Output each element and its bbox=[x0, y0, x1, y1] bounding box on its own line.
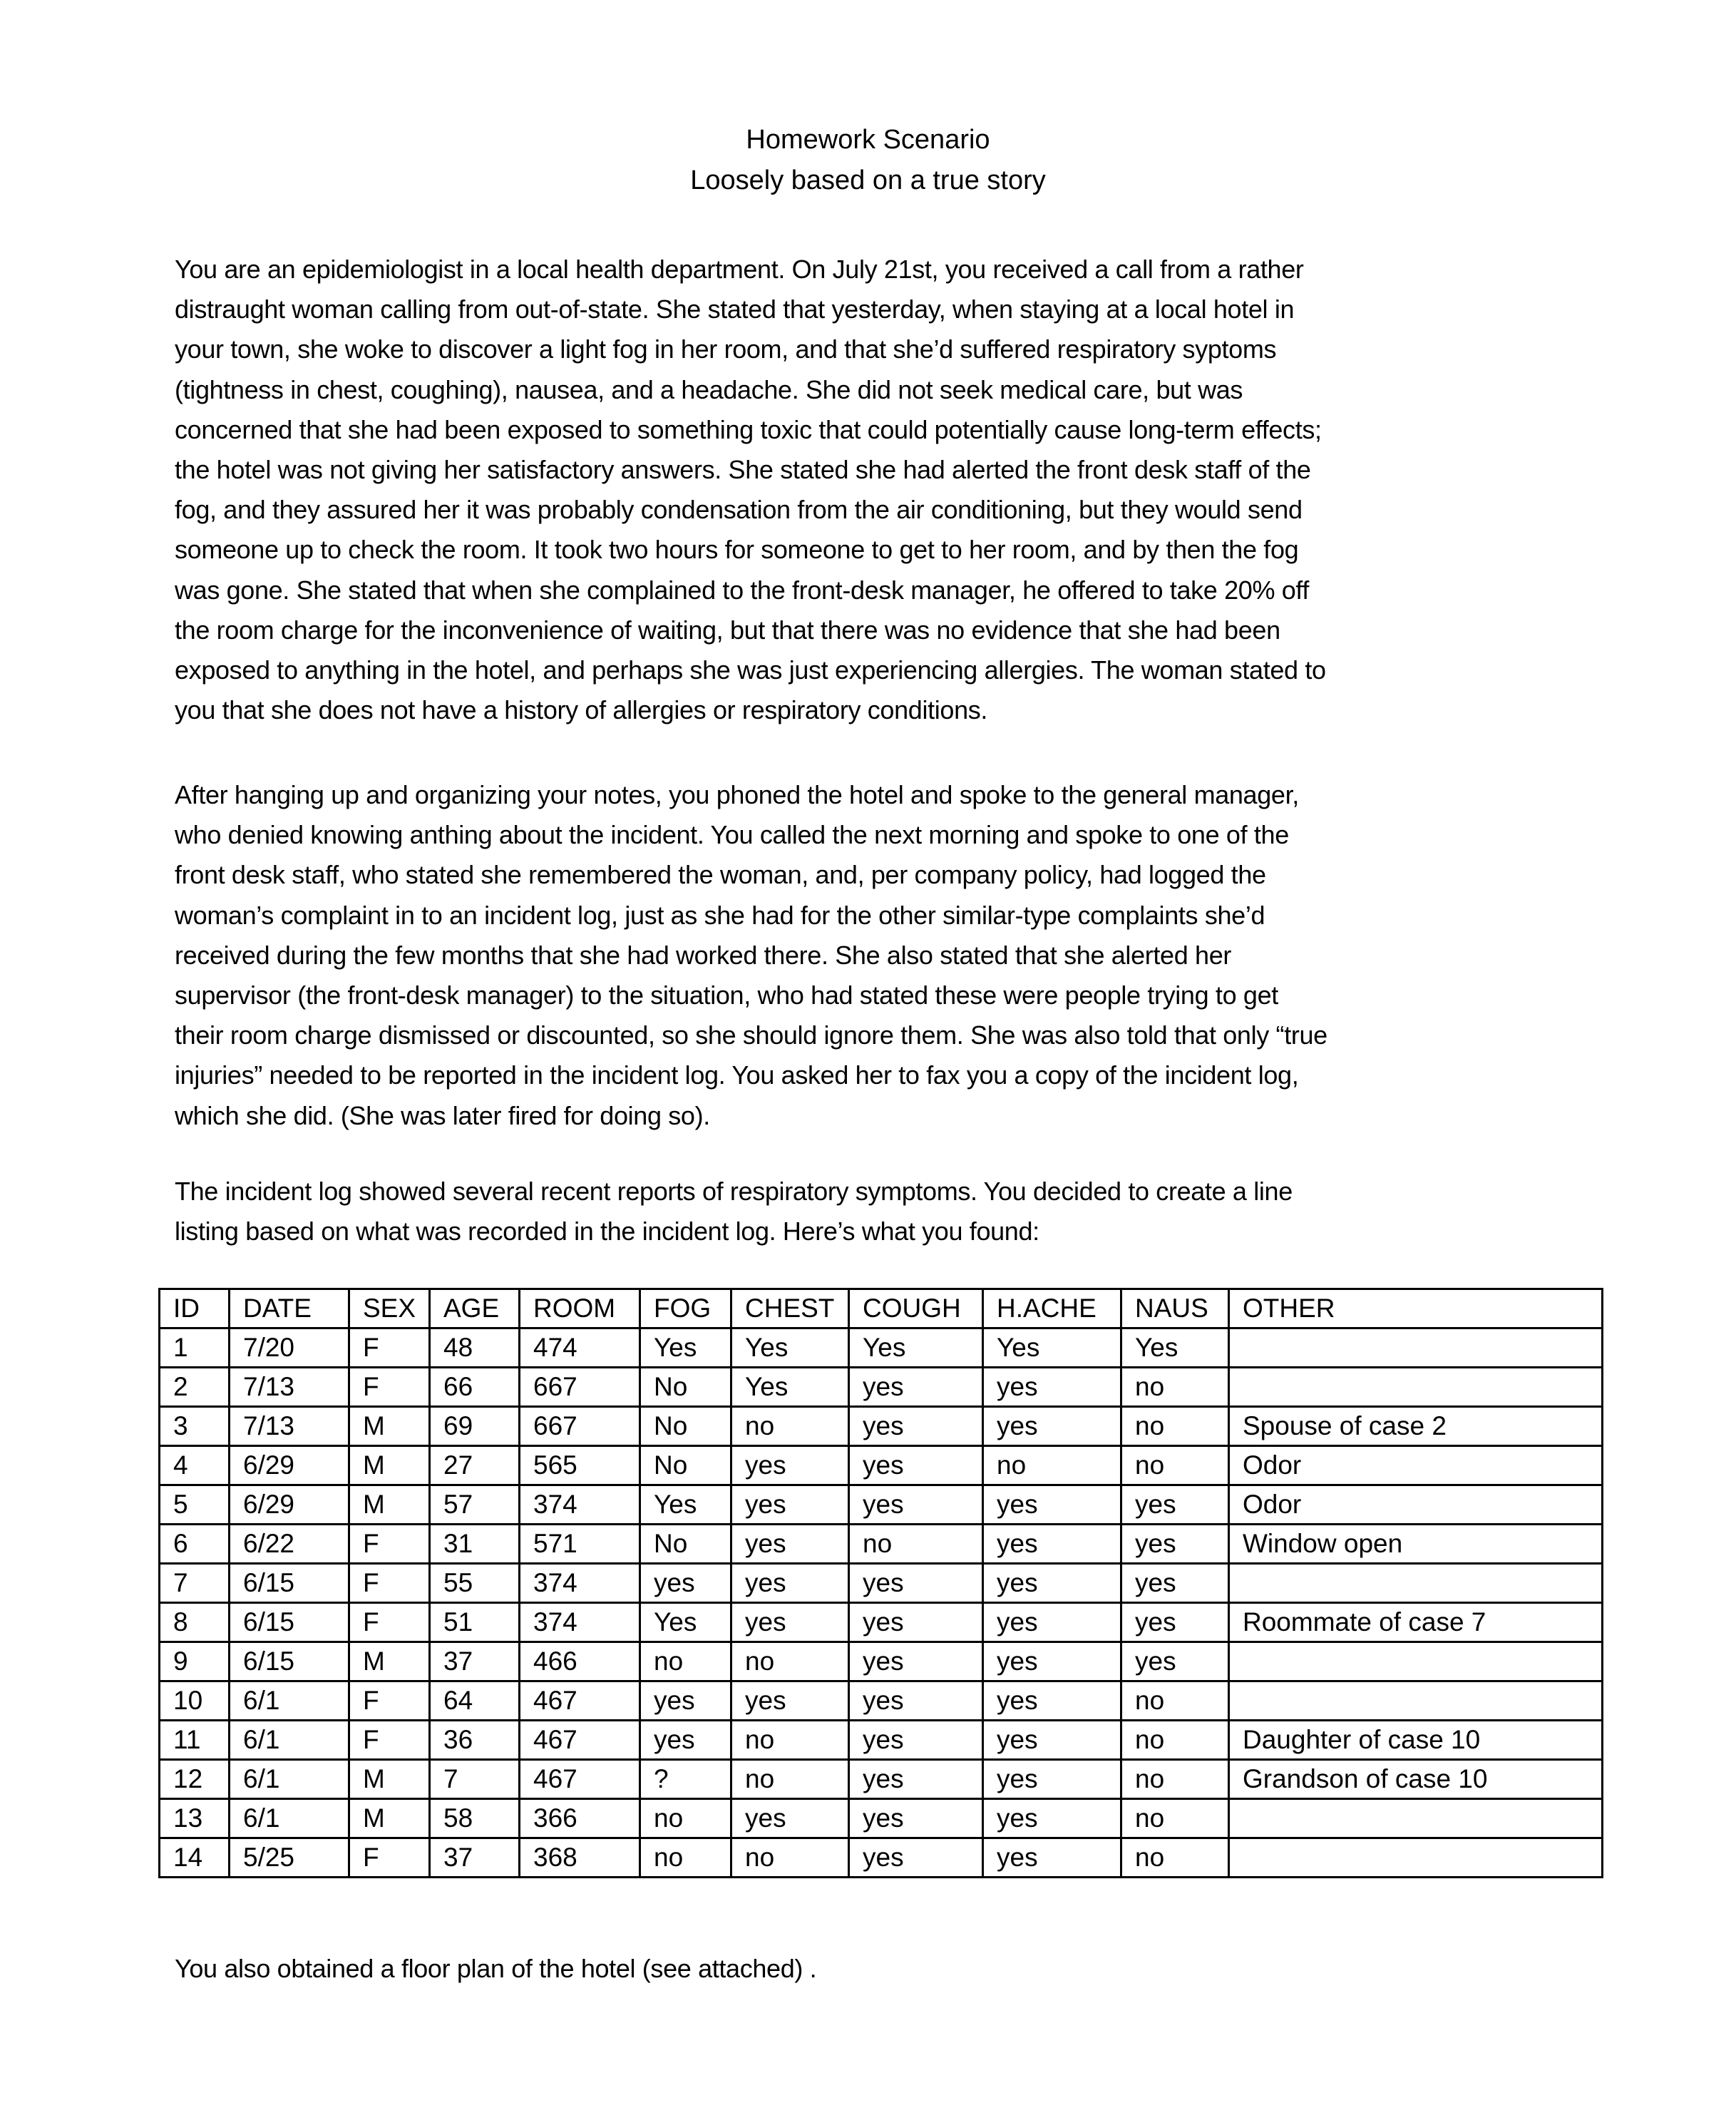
table-row bbox=[160, 1485, 1603, 1525]
cell-other bbox=[1229, 1681, 1603, 1721]
cell-sex: F bbox=[349, 1368, 430, 1407]
cell-headache: yes bbox=[983, 1368, 1121, 1407]
cell-chest: no bbox=[731, 1760, 849, 1799]
text-line: injuries” needed to be reported in the incident log. You asked her to fax you a copy of the incident log, bbox=[175, 1060, 1299, 1090]
cell-age: 36 bbox=[430, 1721, 520, 1760]
table-row bbox=[160, 1642, 1603, 1681]
incident-line-listing-table bbox=[158, 1288, 1603, 1878]
cell-id: 10 bbox=[160, 1681, 230, 1721]
cell-fog: no bbox=[640, 1642, 731, 1681]
cell-cough: yes bbox=[849, 1485, 983, 1525]
cell-cough: yes bbox=[849, 1603, 983, 1642]
table-row bbox=[160, 1564, 1603, 1603]
cell-other bbox=[1229, 1328, 1603, 1368]
column-header-headache: H.ACHE bbox=[983, 1289, 1121, 1328]
cell-nausea: no bbox=[1121, 1407, 1229, 1446]
text-line: woman’s complaint in to an incident log, just as she had for the other similar-type complaints she’d bbox=[175, 900, 1265, 930]
cell-id: 11 bbox=[160, 1721, 230, 1760]
column-header-cough: COUGH bbox=[849, 1289, 983, 1328]
cell-chest: no bbox=[731, 1407, 849, 1446]
cell-id: 6 bbox=[160, 1525, 230, 1564]
column-header-id: ID bbox=[160, 1289, 230, 1328]
cell-chest: no bbox=[731, 1838, 849, 1878]
text-line: distraught woman calling from out-of-state. She stated that yesterday, when staying at a local hotel in bbox=[175, 295, 1295, 324]
cell-date: 6/1 bbox=[230, 1760, 349, 1799]
cell-headache: yes bbox=[983, 1760, 1121, 1799]
text-line: your town, she woke to discover a light fog in her room, and that she’d suffered respiratory syptoms bbox=[175, 334, 1277, 364]
cell-sex: F bbox=[349, 1838, 430, 1878]
text-line: listing based on what was recorded in the incident log. Here’s what you found: bbox=[175, 1217, 1039, 1246]
cell-nausea: yes bbox=[1121, 1564, 1229, 1603]
cell-date: 6/1 bbox=[230, 1799, 349, 1838]
cell-date: 6/1 bbox=[230, 1721, 349, 1760]
cell-headache: yes bbox=[983, 1838, 1121, 1878]
cell-chest: Yes bbox=[731, 1368, 849, 1407]
cell-headache: yes bbox=[983, 1799, 1121, 1838]
paragraph-phone-call bbox=[175, 250, 1601, 730]
cell-nausea: yes bbox=[1121, 1642, 1229, 1681]
cell-headache: Yes bbox=[983, 1328, 1121, 1368]
cell-chest: yes bbox=[731, 1799, 849, 1838]
cell-headache: yes bbox=[983, 1564, 1121, 1603]
text-line: exposed to anything in the hotel, and perhaps she was just experiencing allergies. The woman stated to bbox=[175, 655, 1326, 685]
cell-sex: F bbox=[349, 1681, 430, 1721]
cell-headache: yes bbox=[983, 1603, 1121, 1642]
cell-cough: yes bbox=[849, 1681, 983, 1721]
table-row bbox=[160, 1446, 1603, 1485]
cell-room: 667 bbox=[520, 1368, 640, 1407]
text-line: which she did. (She was later fired for doing so). bbox=[175, 1100, 710, 1130]
cell-fog: yes bbox=[640, 1681, 731, 1721]
cell-other: Odor bbox=[1229, 1485, 1603, 1525]
cell-nausea: no bbox=[1121, 1368, 1229, 1407]
cell-fog: No bbox=[640, 1407, 731, 1446]
cell-nausea: no bbox=[1121, 1799, 1229, 1838]
cell-sex: M bbox=[349, 1407, 430, 1446]
cell-headache: yes bbox=[983, 1525, 1121, 1564]
text-line: the room charge for the inconvenience of waiting, but that there was no evidence that she had been bbox=[175, 615, 1280, 645]
cell-headache: yes bbox=[983, 1485, 1121, 1525]
cell-cough: yes bbox=[849, 1760, 983, 1799]
cell-cough: yes bbox=[849, 1564, 983, 1603]
cell-other: Spouse of case 2 bbox=[1229, 1407, 1603, 1446]
cell-fog: no bbox=[640, 1838, 731, 1878]
cell-age: 69 bbox=[430, 1407, 520, 1446]
table-row bbox=[160, 1838, 1603, 1878]
cell-chest: yes bbox=[731, 1485, 849, 1525]
text-line: After hanging up and organizing your notes, you phoned the hotel and spoke to the general manager, bbox=[175, 780, 1299, 809]
cell-date: 6/15 bbox=[230, 1603, 349, 1642]
cell-room: 368 bbox=[520, 1838, 640, 1878]
column-header-other: OTHER bbox=[1229, 1289, 1603, 1328]
cell-cough: yes bbox=[849, 1838, 983, 1878]
column-header-sex: SEX bbox=[349, 1289, 430, 1328]
cell-fog: No bbox=[640, 1368, 731, 1407]
cell-id: 5 bbox=[160, 1485, 230, 1525]
table-row bbox=[160, 1328, 1603, 1368]
text-line: you that she does not have a history of allergies or respiratory conditions. bbox=[175, 695, 988, 725]
cell-chest: yes bbox=[731, 1446, 849, 1485]
cell-age: 37 bbox=[430, 1838, 520, 1878]
cell-age: 58 bbox=[430, 1799, 520, 1838]
cell-headache: no bbox=[983, 1446, 1121, 1485]
cell-cough: Yes bbox=[849, 1328, 983, 1368]
text-line: was gone. She stated that when she complained to the front-desk manager, he offered to take 20% off bbox=[175, 575, 1310, 605]
cell-nausea: no bbox=[1121, 1838, 1229, 1878]
cell-id: 1 bbox=[160, 1328, 230, 1368]
text-line: (tightness in chest, coughing), nausea, and a headache. She did not seek medical care, but was bbox=[175, 374, 1243, 404]
cell-age: 7 bbox=[430, 1760, 520, 1799]
cell-cough: no bbox=[849, 1525, 983, 1564]
cell-age: 66 bbox=[430, 1368, 520, 1407]
paragraph-hotel-followup bbox=[175, 775, 1601, 1136]
text-line: received during the few months that she had worked there. She also stated that she alerted her bbox=[175, 940, 1232, 970]
cell-nausea: no bbox=[1121, 1721, 1229, 1760]
cell-nausea: no bbox=[1121, 1681, 1229, 1721]
cell-date: 7/20 bbox=[230, 1328, 349, 1368]
table-row bbox=[160, 1681, 1603, 1721]
cell-room: 467 bbox=[520, 1721, 640, 1760]
cell-room: 467 bbox=[520, 1760, 640, 1799]
cell-nausea: yes bbox=[1121, 1485, 1229, 1525]
cell-fog: yes bbox=[640, 1564, 731, 1603]
cell-id: 3 bbox=[160, 1407, 230, 1446]
document-title: Homework Scenario bbox=[746, 125, 990, 155]
cell-age: 27 bbox=[430, 1446, 520, 1485]
cell-cough: yes bbox=[849, 1799, 983, 1838]
cell-age: 48 bbox=[430, 1328, 520, 1368]
closing-note: You also obtained a floor plan of the hotel (see attached) . bbox=[175, 1954, 817, 1983]
cell-cough: yes bbox=[849, 1407, 983, 1446]
text-line: their room charge dismissed or discounted, so she should ignore them. She was also told that only “true bbox=[175, 1020, 1327, 1050]
cell-other: Window open bbox=[1229, 1525, 1603, 1564]
cell-other: Roommate of case 7 bbox=[1229, 1603, 1603, 1642]
cell-headache: yes bbox=[983, 1721, 1121, 1760]
cell-date: 6/22 bbox=[230, 1525, 349, 1564]
cell-chest: no bbox=[731, 1721, 849, 1760]
cell-chest: yes bbox=[731, 1681, 849, 1721]
column-header-age: AGE bbox=[430, 1289, 520, 1328]
table-body bbox=[160, 1289, 1603, 1878]
cell-chest: Yes bbox=[731, 1328, 849, 1368]
cell-date: 6/15 bbox=[230, 1642, 349, 1681]
cell-sex: M bbox=[349, 1799, 430, 1838]
cell-room: 374 bbox=[520, 1564, 640, 1603]
cell-date: 7/13 bbox=[230, 1368, 349, 1407]
cell-other bbox=[1229, 1799, 1603, 1838]
cell-cough: yes bbox=[849, 1368, 983, 1407]
cell-sex: M bbox=[349, 1485, 430, 1525]
cell-fog: Yes bbox=[640, 1328, 731, 1368]
cell-age: 31 bbox=[430, 1525, 520, 1564]
text-line: concerned that she had been exposed to something toxic that could potentially cause long-term effects; bbox=[175, 414, 1322, 444]
cell-id: 13 bbox=[160, 1799, 230, 1838]
column-header-chest: CHEST bbox=[731, 1289, 849, 1328]
cell-other bbox=[1229, 1838, 1603, 1878]
cell-date: 5/25 bbox=[230, 1838, 349, 1878]
cell-other bbox=[1229, 1642, 1603, 1681]
table-row bbox=[160, 1525, 1603, 1564]
cell-cough: yes bbox=[849, 1446, 983, 1485]
cell-date: 6/1 bbox=[230, 1681, 349, 1721]
cell-fog: ? bbox=[640, 1760, 731, 1799]
cell-cough: yes bbox=[849, 1721, 983, 1760]
cell-fog: Yes bbox=[640, 1485, 731, 1525]
column-header-date: DATE bbox=[230, 1289, 349, 1328]
cell-other: Daughter of case 10 bbox=[1229, 1721, 1603, 1760]
text-line: The incident log showed several recent reports of respiratory symptoms. You decided to create a line bbox=[175, 1177, 1293, 1206]
cell-headache: yes bbox=[983, 1642, 1121, 1681]
cell-age: 57 bbox=[430, 1485, 520, 1525]
cell-sex: M bbox=[349, 1642, 430, 1681]
cell-room: 374 bbox=[520, 1603, 640, 1642]
cell-other: Odor bbox=[1229, 1446, 1603, 1485]
cell-cough: yes bbox=[849, 1642, 983, 1681]
cell-other bbox=[1229, 1564, 1603, 1603]
table-row bbox=[160, 1721, 1603, 1760]
cell-sex: F bbox=[349, 1603, 430, 1642]
cell-room: 466 bbox=[520, 1642, 640, 1681]
text-line: fog, and they assured her it was probably condensation from the air conditioning, but they would send bbox=[175, 495, 1303, 525]
cell-room: 374 bbox=[520, 1485, 640, 1525]
cell-nausea: no bbox=[1121, 1760, 1229, 1799]
column-header-room: ROOM bbox=[520, 1289, 640, 1328]
cell-date: 6/15 bbox=[230, 1564, 349, 1603]
cell-room: 667 bbox=[520, 1407, 640, 1446]
text-line: the hotel was not giving her satisfactory answers. She stated she had alerted the front desk staff of the bbox=[175, 454, 1311, 484]
cell-sex: F bbox=[349, 1525, 430, 1564]
text-line: who denied knowing anthing about the incident. You called the next morning and spoke to one of the bbox=[175, 820, 1289, 850]
cell-date: 6/29 bbox=[230, 1485, 349, 1525]
cell-fog: yes bbox=[640, 1721, 731, 1760]
text-line: front desk staff, who stated she remembered the woman, and, per company policy, had logged the bbox=[175, 860, 1266, 890]
cell-fog: no bbox=[640, 1799, 731, 1838]
column-header-fog: FOG bbox=[640, 1289, 731, 1328]
cell-nausea: yes bbox=[1121, 1603, 1229, 1642]
cell-chest: yes bbox=[731, 1525, 849, 1564]
cell-id: 4 bbox=[160, 1446, 230, 1485]
cell-sex: M bbox=[349, 1760, 430, 1799]
cell-room: 467 bbox=[520, 1681, 640, 1721]
table-row bbox=[160, 1760, 1603, 1799]
cell-chest: yes bbox=[731, 1564, 849, 1603]
text-line: someone up to check the room. It took two hours for someone to get to her room, and by then the fog bbox=[175, 535, 1299, 565]
table-row bbox=[160, 1407, 1603, 1446]
cell-sex: F bbox=[349, 1721, 430, 1760]
cell-id: 2 bbox=[160, 1368, 230, 1407]
cell-room: 474 bbox=[520, 1328, 640, 1368]
cell-headache: yes bbox=[983, 1681, 1121, 1721]
cell-nausea: no bbox=[1121, 1446, 1229, 1485]
table-row bbox=[160, 1368, 1603, 1407]
cell-id: 14 bbox=[160, 1838, 230, 1878]
cell-age: 37 bbox=[430, 1642, 520, 1681]
cell-sex: F bbox=[349, 1564, 430, 1603]
cell-age: 51 bbox=[430, 1603, 520, 1642]
cell-age: 55 bbox=[430, 1564, 520, 1603]
cell-chest: no bbox=[731, 1642, 849, 1681]
cell-id: 9 bbox=[160, 1642, 230, 1681]
cell-nausea: Yes bbox=[1121, 1328, 1229, 1368]
cell-age: 64 bbox=[430, 1681, 520, 1721]
cell-id: 7 bbox=[160, 1564, 230, 1603]
document-subtitle: Loosely based on a true story bbox=[690, 165, 1046, 195]
table-row bbox=[160, 1603, 1603, 1642]
cell-room: 366 bbox=[520, 1799, 640, 1838]
cell-other: Grandson of case 10 bbox=[1229, 1760, 1603, 1799]
paragraph-line-listing-intro bbox=[175, 1172, 1601, 1251]
cell-id: 12 bbox=[160, 1760, 230, 1799]
cell-fog: No bbox=[640, 1525, 731, 1564]
cell-fog: No bbox=[640, 1446, 731, 1485]
column-header-nausea: NAUS bbox=[1121, 1289, 1229, 1328]
cell-date: 7/13 bbox=[230, 1407, 349, 1446]
cell-id: 8 bbox=[160, 1603, 230, 1642]
cell-nausea: yes bbox=[1121, 1525, 1229, 1564]
cell-sex: M bbox=[349, 1446, 430, 1485]
table-row bbox=[160, 1799, 1603, 1838]
cell-other bbox=[1229, 1368, 1603, 1407]
cell-chest: yes bbox=[731, 1603, 849, 1642]
cell-room: 571 bbox=[520, 1525, 640, 1564]
cell-date: 6/29 bbox=[230, 1446, 349, 1485]
cell-headache: yes bbox=[983, 1407, 1121, 1446]
table-header-row bbox=[160, 1289, 1603, 1328]
text-line: supervisor (the front-desk manager) to the situation, who had stated these were people trying to get bbox=[175, 980, 1278, 1010]
cell-fog: Yes bbox=[640, 1603, 731, 1642]
cell-room: 565 bbox=[520, 1446, 640, 1485]
text-line: You are an epidemiologist in a local health department. On July 21st, you received a call from a rather bbox=[175, 255, 1304, 284]
cell-sex: F bbox=[349, 1328, 430, 1368]
